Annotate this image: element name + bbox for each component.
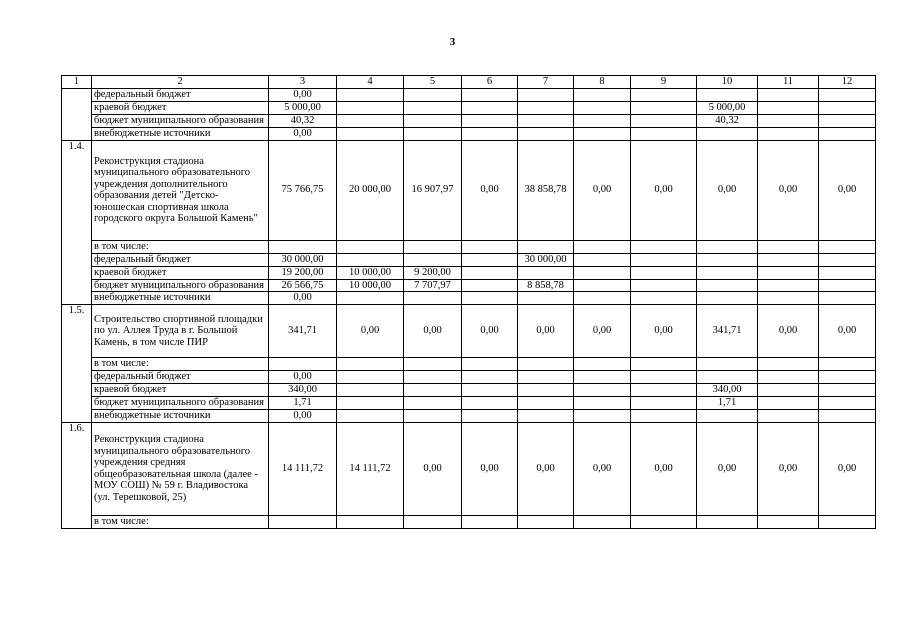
value-cell bbox=[758, 266, 819, 279]
value-cell bbox=[697, 266, 758, 279]
value-cell: 14 111,72 bbox=[269, 422, 337, 515]
column-header: 6 bbox=[462, 76, 518, 89]
row-number: 1.4. bbox=[62, 140, 92, 305]
value-cell: 0,00 bbox=[574, 305, 631, 358]
value-cell bbox=[518, 89, 574, 102]
value-cell: 0,00 bbox=[758, 140, 819, 240]
table-row bbox=[62, 102, 876, 115]
column-header: 3 bbox=[269, 76, 337, 89]
row-label: Реконструкция стадиона муниципального образовательного учреждения дополнительного образования детей "Детско-юношеская спортивная школа городского округа Большой Камень" bbox=[92, 140, 269, 240]
value-cell bbox=[819, 279, 876, 292]
value-cell bbox=[404, 102, 462, 115]
value-cell bbox=[574, 89, 631, 102]
value-cell bbox=[819, 89, 876, 102]
column-header: 8 bbox=[574, 76, 631, 89]
page-number: 3 bbox=[449, 36, 456, 48]
row-label: внебюджетные источники bbox=[92, 409, 269, 422]
table-row bbox=[62, 358, 876, 371]
value-cell: 0,00 bbox=[631, 422, 697, 515]
value-cell bbox=[819, 397, 876, 410]
value-cell: 40,32 bbox=[269, 115, 337, 128]
value-cell bbox=[758, 89, 819, 102]
value-cell bbox=[337, 115, 404, 128]
table-row bbox=[62, 422, 876, 515]
value-cell: 40,32 bbox=[697, 115, 758, 128]
value-cell bbox=[819, 253, 876, 266]
value-cell: 0,00 bbox=[269, 371, 337, 384]
value-cell bbox=[819, 115, 876, 128]
table-row bbox=[62, 371, 876, 384]
value-cell: 340,00 bbox=[269, 384, 337, 397]
value-cell bbox=[631, 279, 697, 292]
column-header: 5 bbox=[404, 76, 462, 89]
value-cell bbox=[697, 279, 758, 292]
row-label: Реконструкция стадиона муниципального образовательного учреждения средняя общеобразовательная школа (далее - МОУ СОШ) № 59 г. Владивостока (ул. Терешковой, 25) bbox=[92, 422, 269, 515]
value-cell: 0,00 bbox=[697, 422, 758, 515]
value-cell: 5 000,00 bbox=[697, 102, 758, 115]
value-cell bbox=[462, 253, 518, 266]
value-cell bbox=[518, 102, 574, 115]
value-cell: 30 000,00 bbox=[269, 253, 337, 266]
value-cell bbox=[518, 397, 574, 410]
table-row bbox=[62, 384, 876, 397]
row-label: бюджет муниципального образования bbox=[92, 115, 269, 128]
value-cell bbox=[462, 266, 518, 279]
value-cell bbox=[819, 384, 876, 397]
value-cell: 341,71 bbox=[269, 305, 337, 358]
value-cell bbox=[819, 266, 876, 279]
value-cell bbox=[404, 397, 462, 410]
column-header: 4 bbox=[337, 76, 404, 89]
column-header: 7 bbox=[518, 76, 574, 89]
value-cell: 0,00 bbox=[758, 422, 819, 515]
header-row bbox=[62, 76, 876, 89]
row-label: бюджет муниципального образования bbox=[92, 279, 269, 292]
value-cell: 30 000,00 bbox=[518, 253, 574, 266]
budget-table bbox=[61, 75, 876, 529]
value-cell: 0,00 bbox=[269, 409, 337, 422]
value-cell bbox=[404, 253, 462, 266]
table-row bbox=[62, 115, 876, 128]
value-cell bbox=[462, 102, 518, 115]
row-label: федеральный бюджет bbox=[92, 371, 269, 384]
value-cell: 0,00 bbox=[269, 127, 337, 140]
value-cell bbox=[631, 127, 697, 140]
value-cell bbox=[404, 89, 462, 102]
value-cell: 0,00 bbox=[462, 422, 518, 515]
table-row bbox=[62, 240, 876, 253]
column-header: 10 bbox=[697, 76, 758, 89]
table-row bbox=[62, 397, 876, 410]
value-cell bbox=[758, 384, 819, 397]
value-cell: 0,00 bbox=[518, 305, 574, 358]
value-cell: 0,00 bbox=[462, 305, 518, 358]
value-cell bbox=[697, 89, 758, 102]
value-cell bbox=[462, 127, 518, 140]
value-cell: 0,00 bbox=[631, 305, 697, 358]
value-cell bbox=[758, 397, 819, 410]
value-cell: 9 200,00 bbox=[404, 266, 462, 279]
row-number: 1.6. bbox=[62, 422, 92, 528]
value-cell bbox=[631, 89, 697, 102]
value-cell: 8 858,78 bbox=[518, 279, 574, 292]
value-cell: 0,00 bbox=[518, 422, 574, 515]
row-label: в том числе: bbox=[92, 240, 269, 253]
row-label: в том числе: bbox=[92, 515, 269, 528]
row-label: Строительство спортивной площадки по ул. Аллея Труда в г. Большой Камень, в том числе ПИР bbox=[92, 305, 269, 358]
value-cell bbox=[337, 102, 404, 115]
row-label: внебюджетные источники bbox=[92, 292, 269, 305]
value-cell bbox=[404, 127, 462, 140]
value-cell bbox=[697, 253, 758, 266]
value-cell bbox=[404, 115, 462, 128]
value-cell bbox=[462, 384, 518, 397]
value-cell bbox=[574, 115, 631, 128]
value-cell: 75 766,75 bbox=[269, 140, 337, 240]
table-row bbox=[62, 266, 876, 279]
value-cell bbox=[518, 384, 574, 397]
value-cell bbox=[337, 253, 404, 266]
value-cell: 10 000,00 bbox=[337, 266, 404, 279]
value-cell: 5 000,00 bbox=[269, 102, 337, 115]
table-row bbox=[62, 292, 876, 305]
value-cell: 38 858,78 bbox=[518, 140, 574, 240]
column-header: 11 bbox=[758, 76, 819, 89]
value-cell: 0,00 bbox=[269, 89, 337, 102]
table-row bbox=[62, 279, 876, 292]
value-cell: 1,71 bbox=[697, 397, 758, 410]
value-cell bbox=[631, 102, 697, 115]
value-cell bbox=[574, 127, 631, 140]
value-cell bbox=[574, 397, 631, 410]
value-cell bbox=[631, 397, 697, 410]
value-cell bbox=[631, 384, 697, 397]
table-row bbox=[62, 127, 876, 140]
row-label: федеральный бюджет bbox=[92, 89, 269, 102]
value-cell bbox=[574, 266, 631, 279]
value-cell bbox=[631, 266, 697, 279]
row-label: краевой бюджет bbox=[92, 384, 269, 397]
table-row bbox=[62, 140, 876, 240]
row-label: краевой бюджет bbox=[92, 266, 269, 279]
value-cell bbox=[697, 127, 758, 140]
value-cell bbox=[574, 253, 631, 266]
value-cell bbox=[631, 253, 697, 266]
value-cell: 19 200,00 bbox=[269, 266, 337, 279]
value-cell bbox=[574, 384, 631, 397]
value-cell: 0,00 bbox=[574, 422, 631, 515]
table-row bbox=[62, 305, 876, 358]
row-label: в том числе: bbox=[92, 358, 269, 371]
value-cell: 1,71 bbox=[269, 397, 337, 410]
table-row bbox=[62, 409, 876, 422]
value-cell bbox=[574, 279, 631, 292]
row-number-cell bbox=[62, 89, 92, 141]
value-cell bbox=[337, 127, 404, 140]
value-cell bbox=[631, 115, 697, 128]
value-cell: 0,00 bbox=[819, 305, 876, 358]
value-cell bbox=[462, 89, 518, 102]
column-header: 2 bbox=[92, 76, 269, 89]
row-label: краевой бюджет bbox=[92, 102, 269, 115]
value-cell bbox=[758, 279, 819, 292]
value-cell bbox=[404, 384, 462, 397]
value-cell bbox=[758, 115, 819, 128]
value-cell bbox=[819, 127, 876, 140]
value-cell bbox=[337, 397, 404, 410]
value-cell: 0,00 bbox=[337, 305, 404, 358]
value-cell: 0,00 bbox=[819, 422, 876, 515]
value-cell bbox=[462, 279, 518, 292]
value-cell: 0,00 bbox=[462, 140, 518, 240]
table-row bbox=[62, 515, 876, 528]
value-cell bbox=[518, 266, 574, 279]
row-label: федеральный бюджет bbox=[92, 253, 269, 266]
value-cell bbox=[574, 102, 631, 115]
value-cell: 0,00 bbox=[631, 140, 697, 240]
value-cell: 14 111,72 bbox=[337, 422, 404, 515]
table-row bbox=[62, 89, 876, 102]
value-cell bbox=[518, 115, 574, 128]
value-cell: 16 907,97 bbox=[404, 140, 462, 240]
value-cell bbox=[462, 115, 518, 128]
column-header: 12 bbox=[819, 76, 876, 89]
value-cell: 340,00 bbox=[697, 384, 758, 397]
value-cell: 0,00 bbox=[574, 140, 631, 240]
value-cell bbox=[337, 384, 404, 397]
table-row bbox=[62, 253, 876, 266]
value-cell: 0,00 bbox=[404, 422, 462, 515]
value-cell bbox=[819, 102, 876, 115]
value-cell bbox=[758, 127, 819, 140]
value-cell: 26 566,75 bbox=[269, 279, 337, 292]
value-cell bbox=[758, 102, 819, 115]
value-cell: 0,00 bbox=[758, 305, 819, 358]
value-cell bbox=[518, 127, 574, 140]
value-cell: 341,71 bbox=[697, 305, 758, 358]
value-cell bbox=[758, 253, 819, 266]
value-cell: 0,00 bbox=[819, 140, 876, 240]
value-cell: 0,00 bbox=[404, 305, 462, 358]
value-cell: 0,00 bbox=[269, 292, 337, 305]
value-cell bbox=[337, 89, 404, 102]
value-cell bbox=[462, 397, 518, 410]
value-cell: 20 000,00 bbox=[337, 140, 404, 240]
row-number: 1.5. bbox=[62, 305, 92, 423]
value-cell: 10 000,00 bbox=[337, 279, 404, 292]
column-header: 9 bbox=[631, 76, 697, 89]
column-header: 1 bbox=[62, 76, 92, 89]
value-cell: 0,00 bbox=[697, 140, 758, 240]
value-cell: 7 707,97 bbox=[404, 279, 462, 292]
row-label: внебюджетные источники bbox=[92, 127, 269, 140]
row-label: бюджет муниципального образования bbox=[92, 397, 269, 410]
